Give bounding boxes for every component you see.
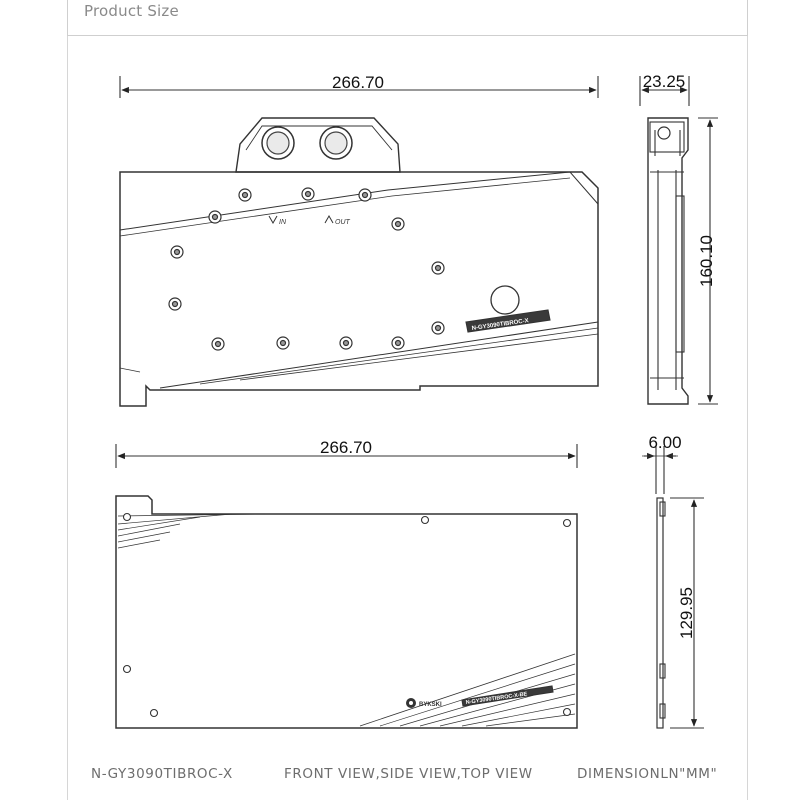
dim-front-length: 266.70 xyxy=(332,73,384,92)
in-label: IN xyxy=(279,219,286,226)
front-view xyxy=(120,76,598,406)
in-arrow-icon xyxy=(269,216,277,223)
stripe-bottom-2 xyxy=(200,328,598,384)
side-port-icon xyxy=(658,127,670,139)
screw xyxy=(564,520,571,527)
screw xyxy=(564,709,571,716)
footer-model: N-GY3090TIBROC-X xyxy=(91,766,233,782)
rgb-port xyxy=(491,286,519,314)
outlet-port xyxy=(320,127,352,159)
backplate-plate-label: N-GY3090TIBROC-X-BE xyxy=(465,691,528,706)
out-label: OUT xyxy=(335,219,350,226)
dim-front-height: 160.10 xyxy=(697,235,716,287)
block-plate-label: N-GY3090TIBROC-X xyxy=(471,318,530,332)
screw xyxy=(124,514,131,521)
inlet-port xyxy=(262,127,294,159)
backplate-side-view xyxy=(642,446,704,728)
stripe-bottom-3 xyxy=(240,334,598,380)
stripe-bottom-1 xyxy=(160,322,598,388)
out-arrow-icon xyxy=(325,216,333,223)
brand-logo-text: BYKSKI xyxy=(419,702,442,708)
stripe-top-2 xyxy=(120,178,570,236)
dim-back-thickness: 6.00 xyxy=(648,433,682,452)
screw xyxy=(151,710,158,717)
stripe-edge xyxy=(120,368,140,372)
side-body xyxy=(648,118,688,404)
dim-back-length: 266.70 xyxy=(320,438,372,457)
dim-back-height: 129.95 xyxy=(677,587,696,639)
screw xyxy=(422,517,429,524)
brand-logo-icon xyxy=(406,698,416,708)
backplate-screws xyxy=(124,514,571,717)
footer-unit: DIMENSIONLN"MM" xyxy=(577,766,718,782)
section-title: Product Size xyxy=(84,2,179,20)
backplate-side-body xyxy=(657,498,663,728)
backplate-view xyxy=(116,444,577,728)
dim-side-thickness: 23.25 xyxy=(642,72,686,91)
footer-views: FRONT VIEW,SIDE VIEW,TOP VIEW xyxy=(284,766,533,782)
block-body xyxy=(120,172,598,406)
screw xyxy=(124,666,131,673)
front-screws xyxy=(169,188,444,350)
